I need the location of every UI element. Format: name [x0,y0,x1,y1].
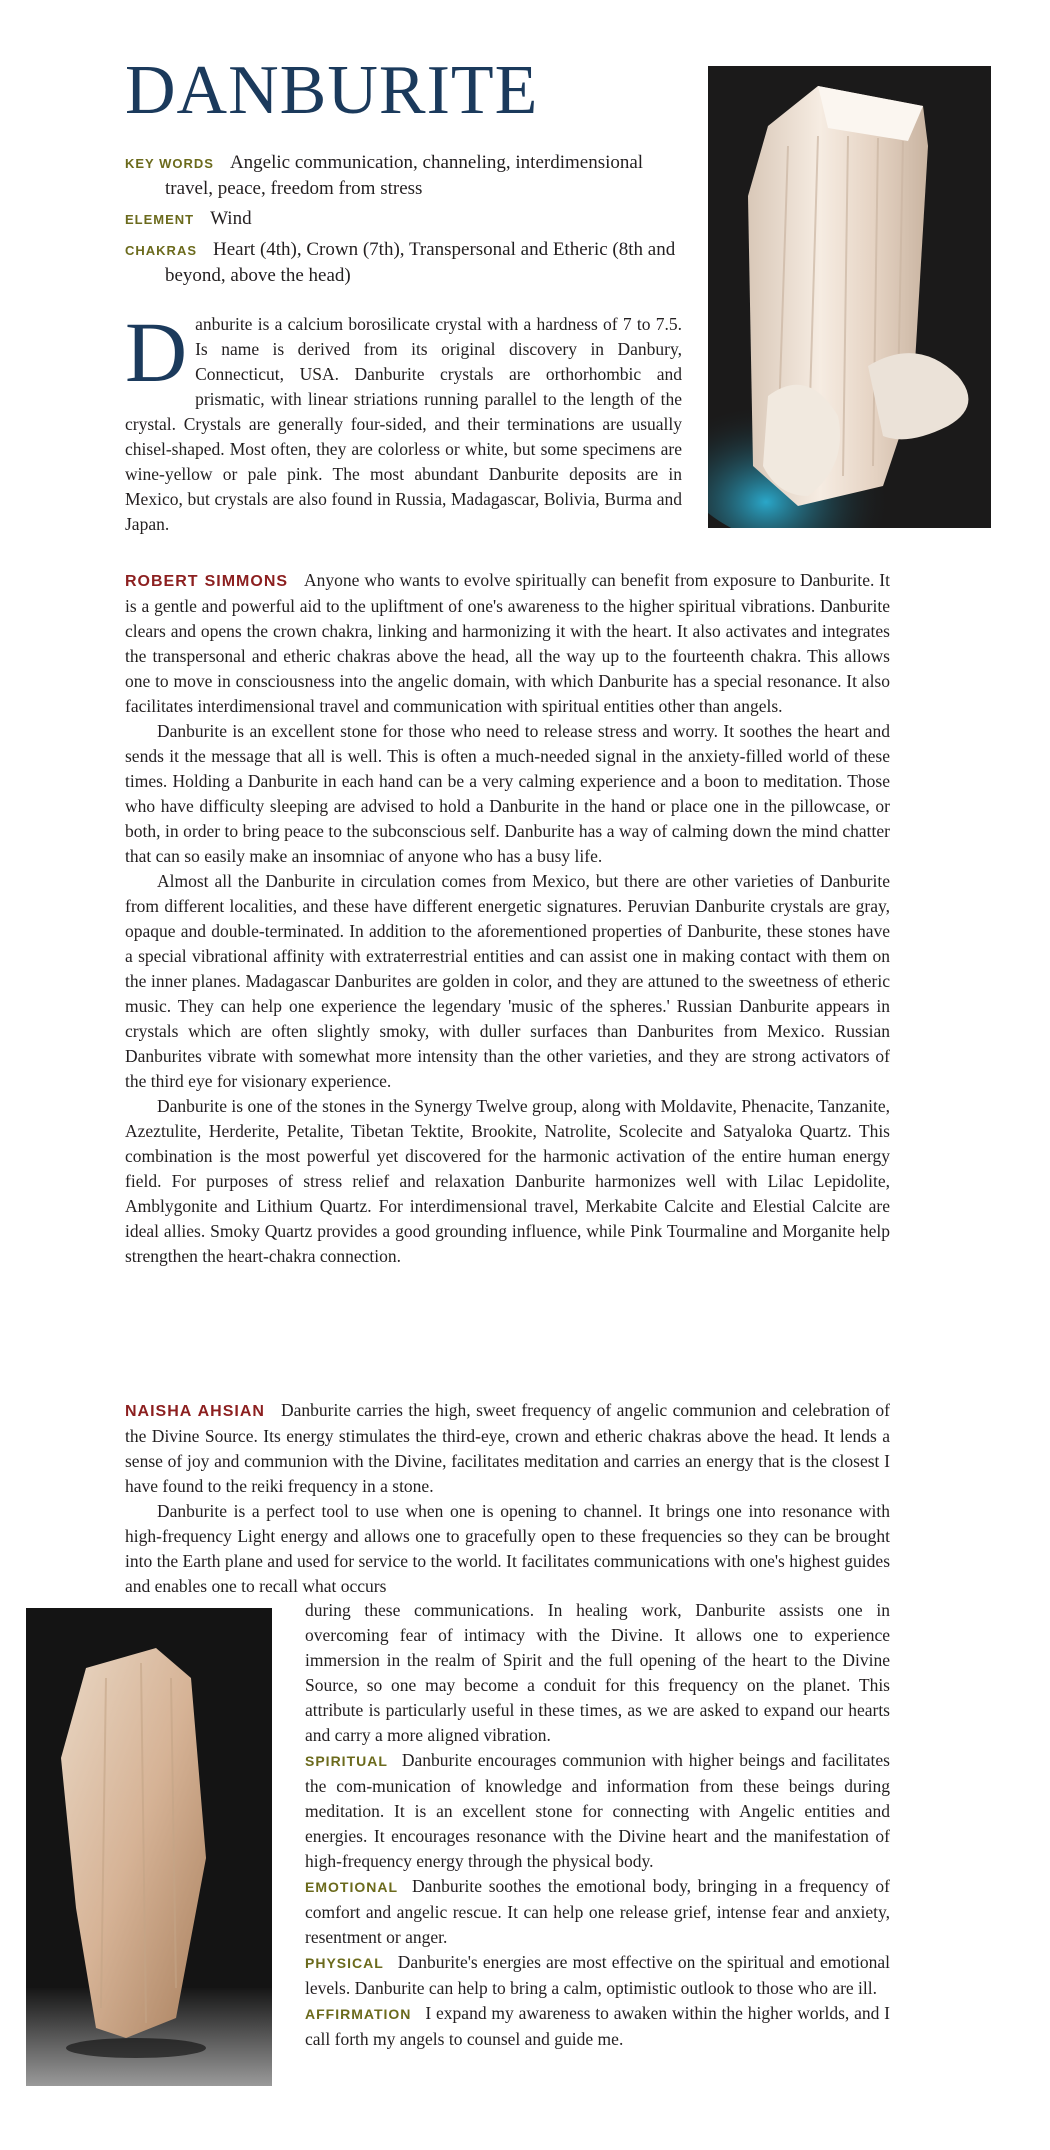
key-words-value: Angelic communication, channeling, interdimensional travel, peace, freedom from stress [165,152,644,199]
ahsian-author: NAISHA AHSIAN [125,1403,265,1420]
ahsian-text-1: Danburite carries the high, sweet frequency of angelic communion and celebration of the Divine Source. Its energy stimulates the third-eye, crown and etheric chakras above the head. It lends a sense of joy and communion with the Divine, facilitates meditation and carries an energy that is the closest I have found to the reiki frequency in a stone. [125,1400,890,1496]
element-row [125,206,685,232]
emotional-text: Danburite soothes the emotional body, bringing in a frequency of comfort and angelic rescue. It can help one release grief, intense fear and anxiety, resentment or anger. [305,1876,890,1947]
physical-label: PHYSICAL [305,1955,384,1971]
intro-text: anburite is a calcium borosilicate crystal with a hardness of 7 to 7.5. Is name is derived from its original discovery in Danbury, Connecticut, USA. Danburite crystals are orthorhombic and prismatic, with linear striations running parallel to the length of the crystal. Crystals are generally four-sided, and their terminations are usually chisel-shaped. Most often, they are colorless or white, but some specimens are wine-yellow or pale pink. The most abundant Danburite deposits are in Mexico, but crystals are also found in Russia, Madagascar, Bolivia, Burma and Japan. [125,314,682,534]
element-value: Wind [210,208,252,229]
spiritual-paragraph [305,1748,890,1874]
ahsian-paragraph: Danburite is a perfect tool to use when one is opening to channel. It brings one into resonance with high-frequency Light energy and allows one to gracefully open to these frequencies so they can be brought into the Earth plane and used for service to the world. It facilitates communications with one's highest guides and enables one to recall what occurs [125,1501,890,1596]
spiritual-label: SPIRITUAL [305,1753,388,1769]
chakras-label: CHAKRAS [125,243,197,258]
chakras-value: Heart (4th), Crown (7th), Transpersonal and Etheric (8th and beyond, above the head) [165,239,676,286]
simmons-paragraph: Danburite is one of the stones in the Synergy Twelve group, along with Moldavite, Phenacite, Tanzanite, Azeztulite, Herderite, Petalite, Tibetan Tektite, Brookite, Natrolite, Scolecite and Satyaloka Quartz. This combination is the most powerful yet discovered for the harmonic activation of the entire human energy field. For purposes of stress relief and relaxation Danburite harmonizes well with Lilac Lepidolite, Amblygonite and Lithium Quartz. For interdimensional travel, Merkabite Calcite and Elestial Calcite are ideal allies. Smoky Quartz provides a good grounding influence, while Pink Tourmaline and Morganite help strengthen the heart-chakra connection. [125,1096,890,1266]
danburite-crystal-photo [708,66,991,528]
ahsian-paragraph [125,1398,890,1499]
ahsian-continued [305,1598,890,2052]
simmons-text-1: Anyone who wants to evolve spiritually can benefit from exposure to Danburite. It is a gentle and powerful aid to the upliftment of one's awareness to the higher spiritual vibrations. Danburite clears and opens the crown chakra, linking and harmonizing it with the heart. It also activates and integrates the transpersonal and etheric chakras above the head, all the way up to the fourteenth chakra. This allows one to move in consciousness into the angelic domain, with which Danburite has a special resonance. It also facilitates interdimensional travel and communication with spiritual entities other than angels. [125,570,890,716]
element-label: ELEMENT [125,212,195,227]
page-title: DANBURITE [125,52,539,129]
physical-text: Danburite's energies are most effective on the spiritual and emotional levels. Danburite can help to bring a calm, optimistic outlook to those who are ill. [305,1952,890,1998]
key-words-label: KEY WORDS [125,156,214,171]
emotional-paragraph [305,1874,890,1950]
affirmation-label: AFFIRMATION [305,2006,412,2022]
meta-block [125,150,685,293]
spiritual-text: Danburite encourages communion with higher beings and facilitates the com-munication of knowledge and information from these beings during meditation. It is an excellent stone for connecting with Angelic entities and energies. It encourages resonance with the Divine heart and the manifestation of high-frequency energy through the physical body. [305,1750,890,1871]
intro-paragraph [125,304,682,537]
ahsian-continuation: during these communications. In healing work, Danburite assists one in overcoming fear of intimacy with the Divine. It allows one to experience immersion in the realm of Spirit and the full opening of the heart to the Divine Source, so one may become a conduit for this frequency on the planet. This attribute is particularly useful in these times, as we are asked to expand our hearts and carry a more aligned vibration. [305,1600,890,1745]
physical-paragraph [305,1950,890,2001]
simmons-section [125,568,890,1269]
affirmation-text: I expand my awareness to awaken within the higher worlds, and I call forth my angels to counsel and guide me. [305,2003,890,2049]
emotional-label: EMOTIONAL [305,1879,398,1895]
affirmation-paragraph [305,2001,890,2052]
ahsian-section [125,1398,890,1599]
simmons-paragraph: Danburite is an excellent stone for those who need to release stress and worry. It soothes the heart and sends it the message that all is well. This is often a much-needed signal in the anxiety-filled world of these times. Holding a Danburite in each hand can be a very calming experience and a boon to meditation. Those who have difficulty sleeping are advised to hold a Danburite in the hand or place one in the pillowcase, or both, in order to bring peace to the subconscious self. Danburite has a way of calming down the mind chatter that can so easily make an insomniac of anyone who has a busy life. [125,721,890,866]
key-words-row [125,150,685,201]
simmons-paragraph: Almost all the Danburite in circulation comes from Mexico, but there are other varieties of Danburite from different localities, and these have different energetic signatures. Peruvian Danburite crystals are gray, opaque and double-terminated. In addition to the aforementioned properties of Danburite, these stones have a special vibrational affinity with extraterrestrial entities and can assist one in making contact with them on the inner planes. Madagascar Danburites are golden in color, and they are attuned to the sweetness of etheric music. They can help one experience the legendary 'music of the spheres.' Russian Danburite appears in crystals which are often slightly smoky, with duller surfaces than Danburites from Mexico. Russian Danburites vibrate with somewhat more intensity than the other varieties, and they are strong activators of the third eye for visionary experience. [125,871,890,1091]
simmons-paragraph [125,568,890,719]
chakras-row [125,237,685,288]
drop-cap: D [125,304,188,400]
simmons-author: ROBERT SIMMONS [125,573,289,590]
danburite-specimen-photo [26,1608,272,2086]
